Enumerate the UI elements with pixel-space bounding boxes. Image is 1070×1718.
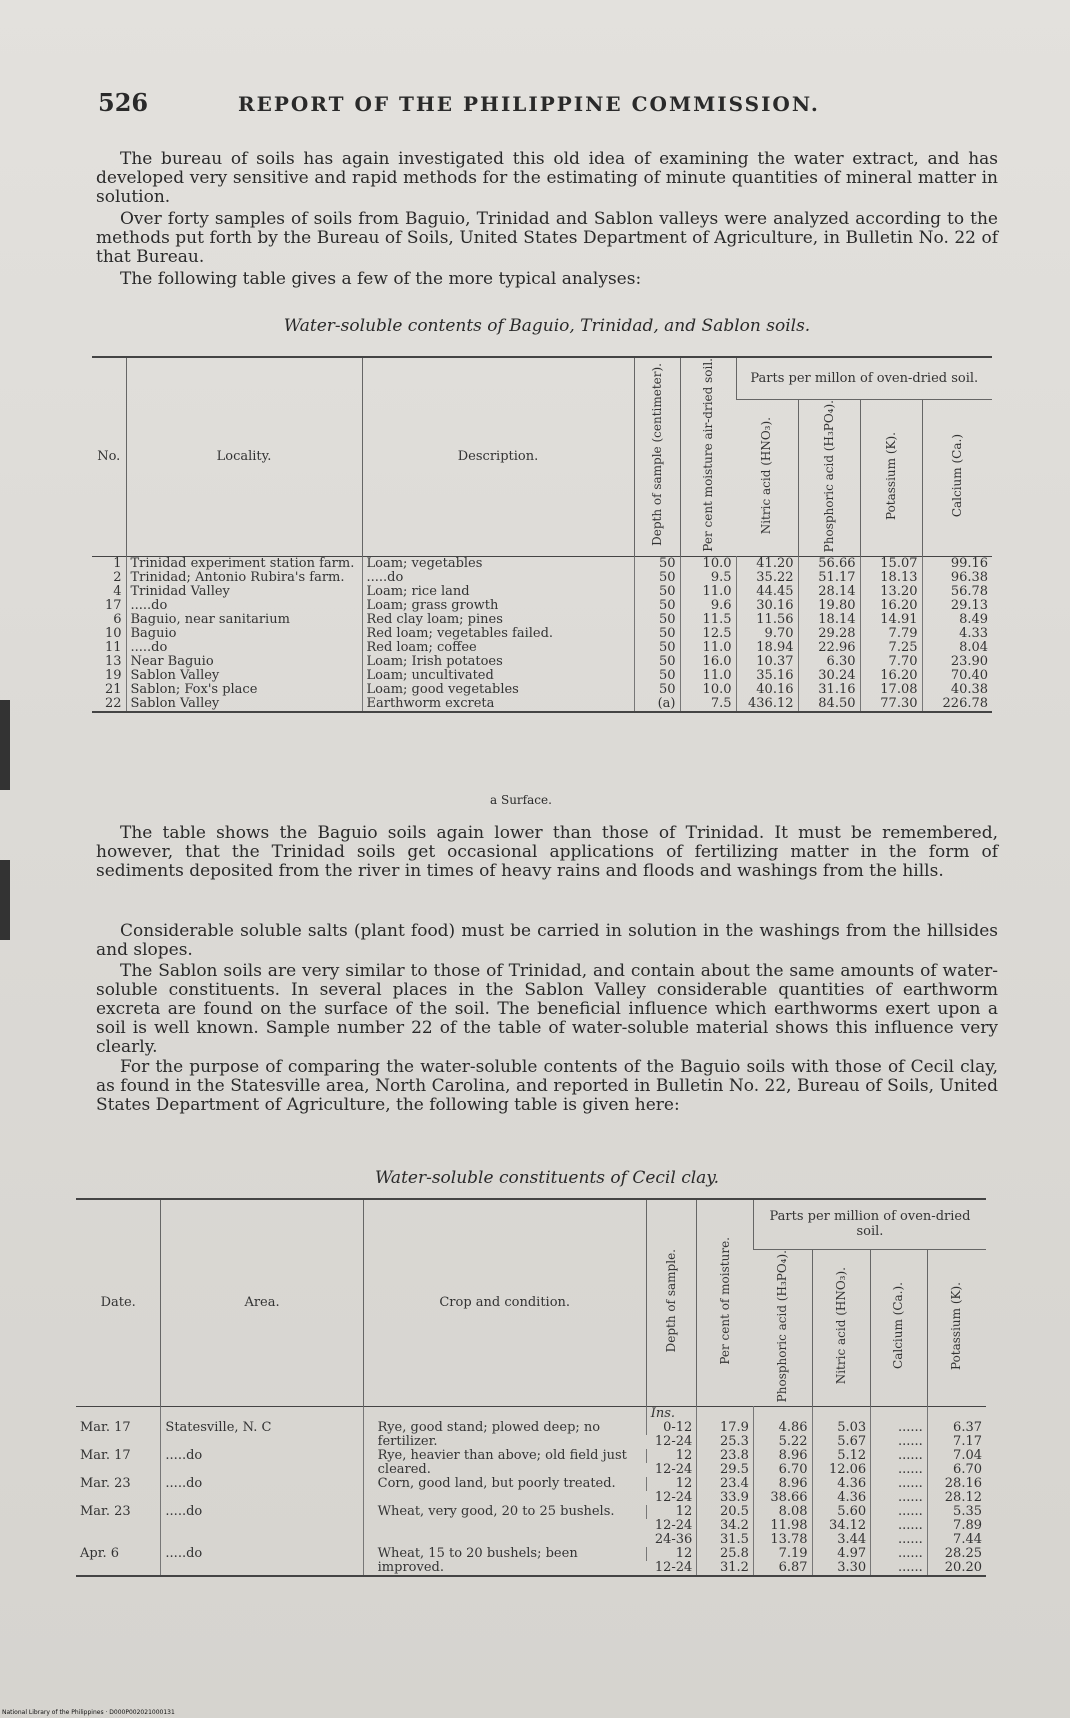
row-moisture: 33.9	[697, 1491, 754, 1505]
paragraph: The following table gives a few of the more typical analyses:	[120, 269, 642, 289]
row-depth: 12-24	[654, 1559, 693, 1575]
col-calcium-label: Calcium (Ca.)	[949, 434, 964, 518]
row-nitric: 5.03	[812, 1421, 871, 1435]
row-depth: 50	[634, 613, 680, 627]
row-nitric: 9.70	[736, 627, 798, 641]
row-calcium: ......	[871, 1421, 928, 1435]
paragraph: The Sablon soils are very similar to those of Trinidad, and contain about the same amounts of water-soluble constituents. In several places in the Sablon Valley considerable quantities of earthworm excreta are found on the surface of the soil. The beneficial influence which earthworms exert upon a soil is well known. Sample number 22 of the table of water-soluble material shows this influence very clearly.	[96, 961, 998, 1057]
row-calcium: ......	[871, 1505, 928, 1519]
col-locality: Locality.	[126, 357, 362, 556]
table-row	[92, 585, 992, 599]
row-calcium: 56.78	[922, 585, 992, 599]
row-phosphoric: 11.98	[753, 1519, 812, 1533]
row-moisture: 11.0	[680, 641, 736, 655]
row-nitric: 30.16	[736, 599, 798, 613]
row-date: Mar. 23	[80, 1475, 131, 1491]
row-calcium: 96.38	[922, 571, 992, 585]
soils-table-body	[92, 556, 992, 712]
row-area: .....do	[161, 1477, 363, 1505]
row-nitric: 4.36	[812, 1477, 871, 1491]
row-description: Loam; Irish potatoes	[362, 655, 634, 669]
row-potassium: 6.70	[927, 1463, 986, 1477]
row-nitric: 3.44	[812, 1533, 871, 1547]
row-moisture: 11.5	[680, 613, 736, 627]
row-phosphoric: 56.66	[798, 556, 860, 571]
row-phosphoric: 84.50	[798, 697, 860, 712]
running-title: REPORT OF THE PHILIPPINE COMMISSION.	[238, 92, 820, 116]
row-potassium: 20.20	[927, 1561, 986, 1576]
row-crop: Wheat, very good, 20 to 25 bushels.	[363, 1505, 646, 1547]
row-phosphoric: 31.16	[798, 683, 860, 697]
row-potassium: 13.20	[860, 585, 922, 599]
col-description: Description.	[362, 357, 634, 556]
row-moisture: 11.0	[680, 585, 736, 599]
row-calcium: ......	[871, 1491, 928, 1505]
empty-cell	[697, 1406, 754, 1421]
col-nitric	[812, 1249, 871, 1406]
col-moisture	[680, 357, 736, 556]
col-crop: Crop and condition.	[363, 1199, 646, 1406]
row-depth: 12	[646, 1449, 697, 1463]
row-no: 1	[113, 555, 122, 571]
row-nitric: 44.45	[736, 585, 798, 599]
empty-cell	[76, 1406, 161, 1421]
row-depth: 50	[634, 641, 680, 655]
table-row	[76, 1421, 986, 1435]
soils-table	[92, 356, 992, 713]
row-description: Loam; grass growth	[362, 599, 634, 613]
row-moisture: 23.4	[697, 1477, 754, 1491]
row-calcium: ......	[871, 1533, 928, 1547]
row-phosphoric: 8.96	[753, 1477, 812, 1491]
row-locality: Sablon; Fox's place	[126, 683, 362, 697]
table-row	[92, 641, 992, 655]
empty-cell	[363, 1406, 646, 1421]
table-row	[76, 1477, 986, 1491]
row-locality: .....do	[126, 599, 362, 613]
row-potassium: 5.35	[927, 1505, 986, 1519]
row-moisture: 10.0	[680, 556, 736, 571]
col-phosphoric	[798, 399, 860, 556]
row-calcium: 4.33	[922, 627, 992, 641]
row-depth: 50	[634, 683, 680, 697]
row-depth: 12	[646, 1547, 697, 1561]
row-locality: Near Baguio	[126, 655, 362, 669]
row-description: Red clay loam; pines	[362, 613, 634, 627]
row-description: Loam; vegetables	[362, 556, 634, 571]
row-nitric: 35.22	[736, 571, 798, 585]
row-description: .....do	[362, 571, 634, 585]
row-locality: Baguio	[126, 627, 362, 641]
row-no: 17	[104, 597, 122, 613]
row-calcium: ......	[871, 1477, 928, 1491]
row-depth: 12-24	[654, 1517, 693, 1533]
row-date: Mar. 17	[80, 1419, 131, 1435]
row-depth: 50	[634, 556, 680, 571]
row-calcium: 23.90	[922, 655, 992, 669]
row-potassium: 6.37	[927, 1421, 986, 1435]
cecil-table-body	[76, 1406, 986, 1576]
row-potassium: 14.91	[860, 613, 922, 627]
row-potassium: 16.20	[860, 669, 922, 683]
col-nitric-label: Nitric acid (HNO₃).	[833, 1267, 848, 1385]
row-depth: 0-12	[646, 1421, 697, 1435]
row-potassium: 18.13	[860, 571, 922, 585]
row-calcium: ......	[871, 1449, 928, 1463]
col-group-ppm: Parts per millon of oven-dried soil.	[736, 357, 992, 399]
row-phosphoric: 30.24	[798, 669, 860, 683]
row-moisture: 11.0	[680, 669, 736, 683]
paragraph: Considerable soluble salts (plant food) must be carried in solution in the washings from the hillsides and slopes.	[96, 921, 998, 960]
col-phosphoric	[753, 1249, 812, 1406]
row-phosphoric: 6.87	[753, 1561, 812, 1576]
row-area: Statesville, N. C	[161, 1421, 363, 1449]
row-potassium: 28.12	[927, 1491, 986, 1505]
row-moisture: 20.5	[697, 1505, 754, 1519]
row-depth: 12	[646, 1477, 697, 1491]
col-nitric-label: Nitric acid (HNO₃).	[759, 417, 774, 535]
col-phosphoric-label: Phosphoric acid (H₃PO₄).	[774, 1249, 789, 1402]
paragraph: The bureau of soils has again investigated this old idea of examining the water extract, and has developed very sensitive and rapid methods for the estimating of minute quantities of mineral matter in solution.	[96, 149, 998, 207]
row-potassium: 7.44	[927, 1533, 986, 1547]
row-calcium: 40.38	[922, 683, 992, 697]
row-moisture: 9.6	[680, 599, 736, 613]
row-nitric: 41.20	[736, 556, 798, 571]
row-locality: Trinidad Valley	[126, 585, 362, 599]
table-row	[92, 571, 992, 585]
row-nitric: 35.16	[736, 669, 798, 683]
row-crop: Corn, good land, but poorly treated.	[363, 1477, 646, 1505]
row-calcium: ......	[871, 1435, 928, 1449]
row-depth: 12-24	[654, 1461, 693, 1477]
row-crop: Wheat, 15 to 20 bushels; been improved.	[363, 1547, 646, 1576]
row-calcium: 29.13	[922, 599, 992, 613]
row-moisture: 31.5	[697, 1533, 754, 1547]
table-row	[76, 1505, 986, 1519]
row-potassium: 17.08	[860, 683, 922, 697]
table-row	[92, 627, 992, 641]
row-phosphoric: 6.70	[753, 1463, 812, 1477]
table2-caption: Water-soluble constituents of Cecil clay.	[374, 1168, 720, 1188]
table-row	[92, 669, 992, 683]
empty-cell	[753, 1406, 812, 1421]
row-phosphoric: 7.19	[753, 1547, 812, 1561]
col-no: No.	[92, 357, 126, 556]
row-nitric: 436.12	[736, 697, 798, 712]
row-nitric: 40.16	[736, 683, 798, 697]
row-locality: Trinidad; Antonio Rubira's farm.	[126, 571, 362, 585]
depth-unit: Ins.	[646, 1406, 697, 1421]
col-potassium-label: Potassium (K).	[949, 1281, 964, 1370]
row-no: 6	[113, 611, 122, 627]
row-date: Mar. 17	[80, 1447, 131, 1463]
table-row	[92, 556, 992, 571]
row-depth: 24-36	[654, 1531, 693, 1547]
row-potassium: 7.79	[860, 627, 922, 641]
row-phosphoric: 22.96	[798, 641, 860, 655]
row-nitric: 4.36	[812, 1491, 871, 1505]
row-crop: Rye, good stand; plowed deep; no fertilizer.	[363, 1421, 646, 1449]
row-depth: 50	[634, 627, 680, 641]
row-moisture: 7.5	[680, 697, 736, 712]
row-depth: (a)	[634, 697, 680, 712]
binding-edge	[0, 700, 10, 790]
row-locality: Baguio, near sanitarium	[126, 613, 362, 627]
row-moisture: 25.8	[697, 1547, 754, 1561]
row-phosphoric: 28.14	[798, 585, 860, 599]
col-moisture	[697, 1199, 754, 1406]
binding-edge	[0, 860, 10, 940]
col-potassium	[927, 1249, 986, 1406]
row-calcium: 99.16	[922, 556, 992, 571]
row-no: 10	[104, 625, 122, 641]
row-description: Loam; uncultivated	[362, 669, 634, 683]
row-calcium: ......	[871, 1519, 928, 1533]
row-potassium: 7.70	[860, 655, 922, 669]
row-phosphoric: 18.14	[798, 613, 860, 627]
row-potassium: 7.25	[860, 641, 922, 655]
row-depth: 50	[634, 571, 680, 585]
table-row	[76, 1449, 986, 1463]
row-potassium: 15.07	[860, 556, 922, 571]
row-locality: Sablon Valley	[126, 697, 362, 712]
table-row	[92, 655, 992, 669]
row-nitric: 5.12	[812, 1449, 871, 1463]
col-phosphoric-label: Phosphoric acid (H₃PO₄).	[821, 399, 836, 552]
table-row	[76, 1547, 986, 1561]
row-potassium: 7.17	[927, 1435, 986, 1449]
row-depth: 50	[634, 669, 680, 683]
row-phosphoric: 8.96	[753, 1449, 812, 1463]
row-no: 22	[104, 695, 122, 711]
row-locality: Sablon Valley	[126, 669, 362, 683]
row-potassium: 77.30	[860, 697, 922, 712]
row-area: .....do	[161, 1505, 363, 1547]
row-depth: 12-24	[654, 1433, 693, 1449]
row-area: .....do	[161, 1449, 363, 1477]
col-calcium	[871, 1249, 928, 1406]
row-phosphoric: 6.30	[798, 655, 860, 669]
row-nitric: 5.67	[812, 1435, 871, 1449]
row-locality: .....do	[126, 641, 362, 655]
row-nitric: 4.97	[812, 1547, 871, 1561]
page-number: 526	[98, 88, 149, 117]
paragraph: For the purpose of comparing the water-soluble contents of the Baguio soils with those of Cecil clay, as found in the Statesville area, North Carolina, and reported in Bulletin No. 22, Bureau of Soils, United States Department of Agriculture, the following table is given here:	[96, 1057, 998, 1115]
row-calcium: 70.40	[922, 669, 992, 683]
row-moisture: 29.5	[697, 1463, 754, 1477]
row-phosphoric: 38.66	[753, 1491, 812, 1505]
col-potassium	[860, 399, 922, 556]
row-moisture: 23.8	[697, 1449, 754, 1463]
running-header	[98, 88, 998, 128]
paragraph: The table shows the Baguio soils again lower than those of Trinidad. It must be remembered, however, that the Trinidad soils get occasional applications of fertilizing matter in the form of sediments deposited from the river in times of heavy rains and floods and washings from the hills.	[96, 823, 998, 881]
empty-cell	[927, 1406, 986, 1421]
row-potassium: 28.16	[927, 1477, 986, 1491]
table1-caption: Water-soluble contents of Baguio, Trinidad, and Sablon soils.	[283, 316, 811, 336]
table-row	[92, 599, 992, 613]
paragraph: Over forty samples of soils from Baguio, Trinidad and Sablon valleys were analyzed according to the methods put forth by the Bureau of Soils, United States Department of Agriculture, in Bulletin No. 22 of that Bureau.	[96, 209, 998, 267]
row-depth: 12-24	[654, 1489, 693, 1505]
row-calcium: 226.78	[922, 697, 992, 712]
empty-cell	[871, 1406, 928, 1421]
cecil-clay-table	[76, 1198, 986, 1577]
row-no: 21	[104, 681, 122, 697]
empty-cell	[161, 1406, 363, 1421]
row-depth: 50	[634, 585, 680, 599]
row-no: 11	[104, 639, 122, 655]
row-crop: Rye, heavier than above; old field just cleared.	[363, 1449, 646, 1477]
col-area: Area.	[161, 1199, 363, 1406]
row-depth: 50	[634, 599, 680, 613]
row-nitric: 18.94	[736, 641, 798, 655]
col-depth-label: Depth of sample (centimeter).	[649, 363, 664, 547]
row-nitric: 10.37	[736, 655, 798, 669]
row-area: .....do	[161, 1547, 363, 1576]
col-group-ppm: Parts per million of oven-dried soil.	[753, 1199, 986, 1249]
row-description: Red loam; coffee	[362, 641, 634, 655]
col-depth	[646, 1199, 697, 1406]
row-nitric: 34.12	[812, 1519, 871, 1533]
row-calcium: 8.49	[922, 613, 992, 627]
row-nitric: 5.60	[812, 1505, 871, 1519]
col-date: Date.	[76, 1199, 161, 1406]
row-potassium: 7.89	[927, 1519, 986, 1533]
row-nitric: 11.56	[736, 613, 798, 627]
row-phosphoric: 19.80	[798, 599, 860, 613]
row-phosphoric: 29.28	[798, 627, 860, 641]
library-credit: National Library of the Philippines · D000P002021000131	[2, 1709, 175, 1716]
row-potassium: 16.20	[860, 599, 922, 613]
row-phosphoric: 4.86	[753, 1421, 812, 1435]
row-description: Earthworm excreta	[362, 697, 634, 712]
col-calcium	[922, 399, 992, 556]
row-potassium: 28.25	[927, 1547, 986, 1561]
table-row	[92, 613, 992, 627]
row-no: 13	[104, 653, 122, 669]
row-locality: Trinidad experiment station farm.	[126, 556, 362, 571]
row-description: Loam; good vegetables	[362, 683, 634, 697]
row-phosphoric: 8.08	[753, 1505, 812, 1519]
row-moisture: 17.9	[697, 1421, 754, 1435]
row-potassium: 7.04	[927, 1449, 986, 1463]
unit-row	[76, 1406, 986, 1421]
row-nitric: 3.30	[812, 1561, 871, 1576]
col-moisture-label: Per cent of moisture.	[717, 1237, 732, 1365]
col-potassium-label: Potassium (K).	[883, 431, 898, 520]
table-row	[92, 697, 992, 712]
col-depth	[634, 357, 680, 556]
row-moisture: 34.2	[697, 1519, 754, 1533]
row-moisture: 9.5	[680, 571, 736, 585]
row-moisture: 12.5	[680, 627, 736, 641]
row-no: 4	[113, 583, 122, 599]
row-description: Red loam; vegetables failed.	[362, 627, 634, 641]
row-no: 19	[104, 667, 122, 683]
row-calcium: ......	[871, 1561, 928, 1576]
row-moisture: 31.2	[697, 1561, 754, 1576]
row-phosphoric: 5.22	[753, 1435, 812, 1449]
row-calcium: 8.04	[922, 641, 992, 655]
empty-cell	[812, 1406, 871, 1421]
row-depth: 50	[634, 655, 680, 669]
row-nitric: 12.06	[812, 1463, 871, 1477]
row-date: Apr. 6	[80, 1545, 120, 1561]
row-moisture: 25.3	[697, 1435, 754, 1449]
row-calcium: ......	[871, 1547, 928, 1561]
col-moisture-label: Per cent moisture air-dried soil.	[700, 358, 715, 552]
col-calcium-label: Calcium (Ca.).	[891, 1282, 906, 1370]
row-moisture: 16.0	[680, 655, 736, 669]
table1-footnote: a Surface.	[490, 793, 552, 807]
col-depth-label: Depth of sample.	[664, 1249, 679, 1353]
row-moisture: 10.0	[680, 683, 736, 697]
row-no: 2	[113, 569, 122, 585]
row-description: Loam; rice land	[362, 585, 634, 599]
row-date: Mar. 23	[80, 1503, 131, 1519]
row-phosphoric: 13.78	[753, 1533, 812, 1547]
table-row	[92, 683, 992, 697]
row-phosphoric: 51.17	[798, 571, 860, 585]
row-calcium: ......	[871, 1463, 928, 1477]
row-depth: 12	[646, 1505, 697, 1519]
col-nitric	[736, 399, 798, 556]
